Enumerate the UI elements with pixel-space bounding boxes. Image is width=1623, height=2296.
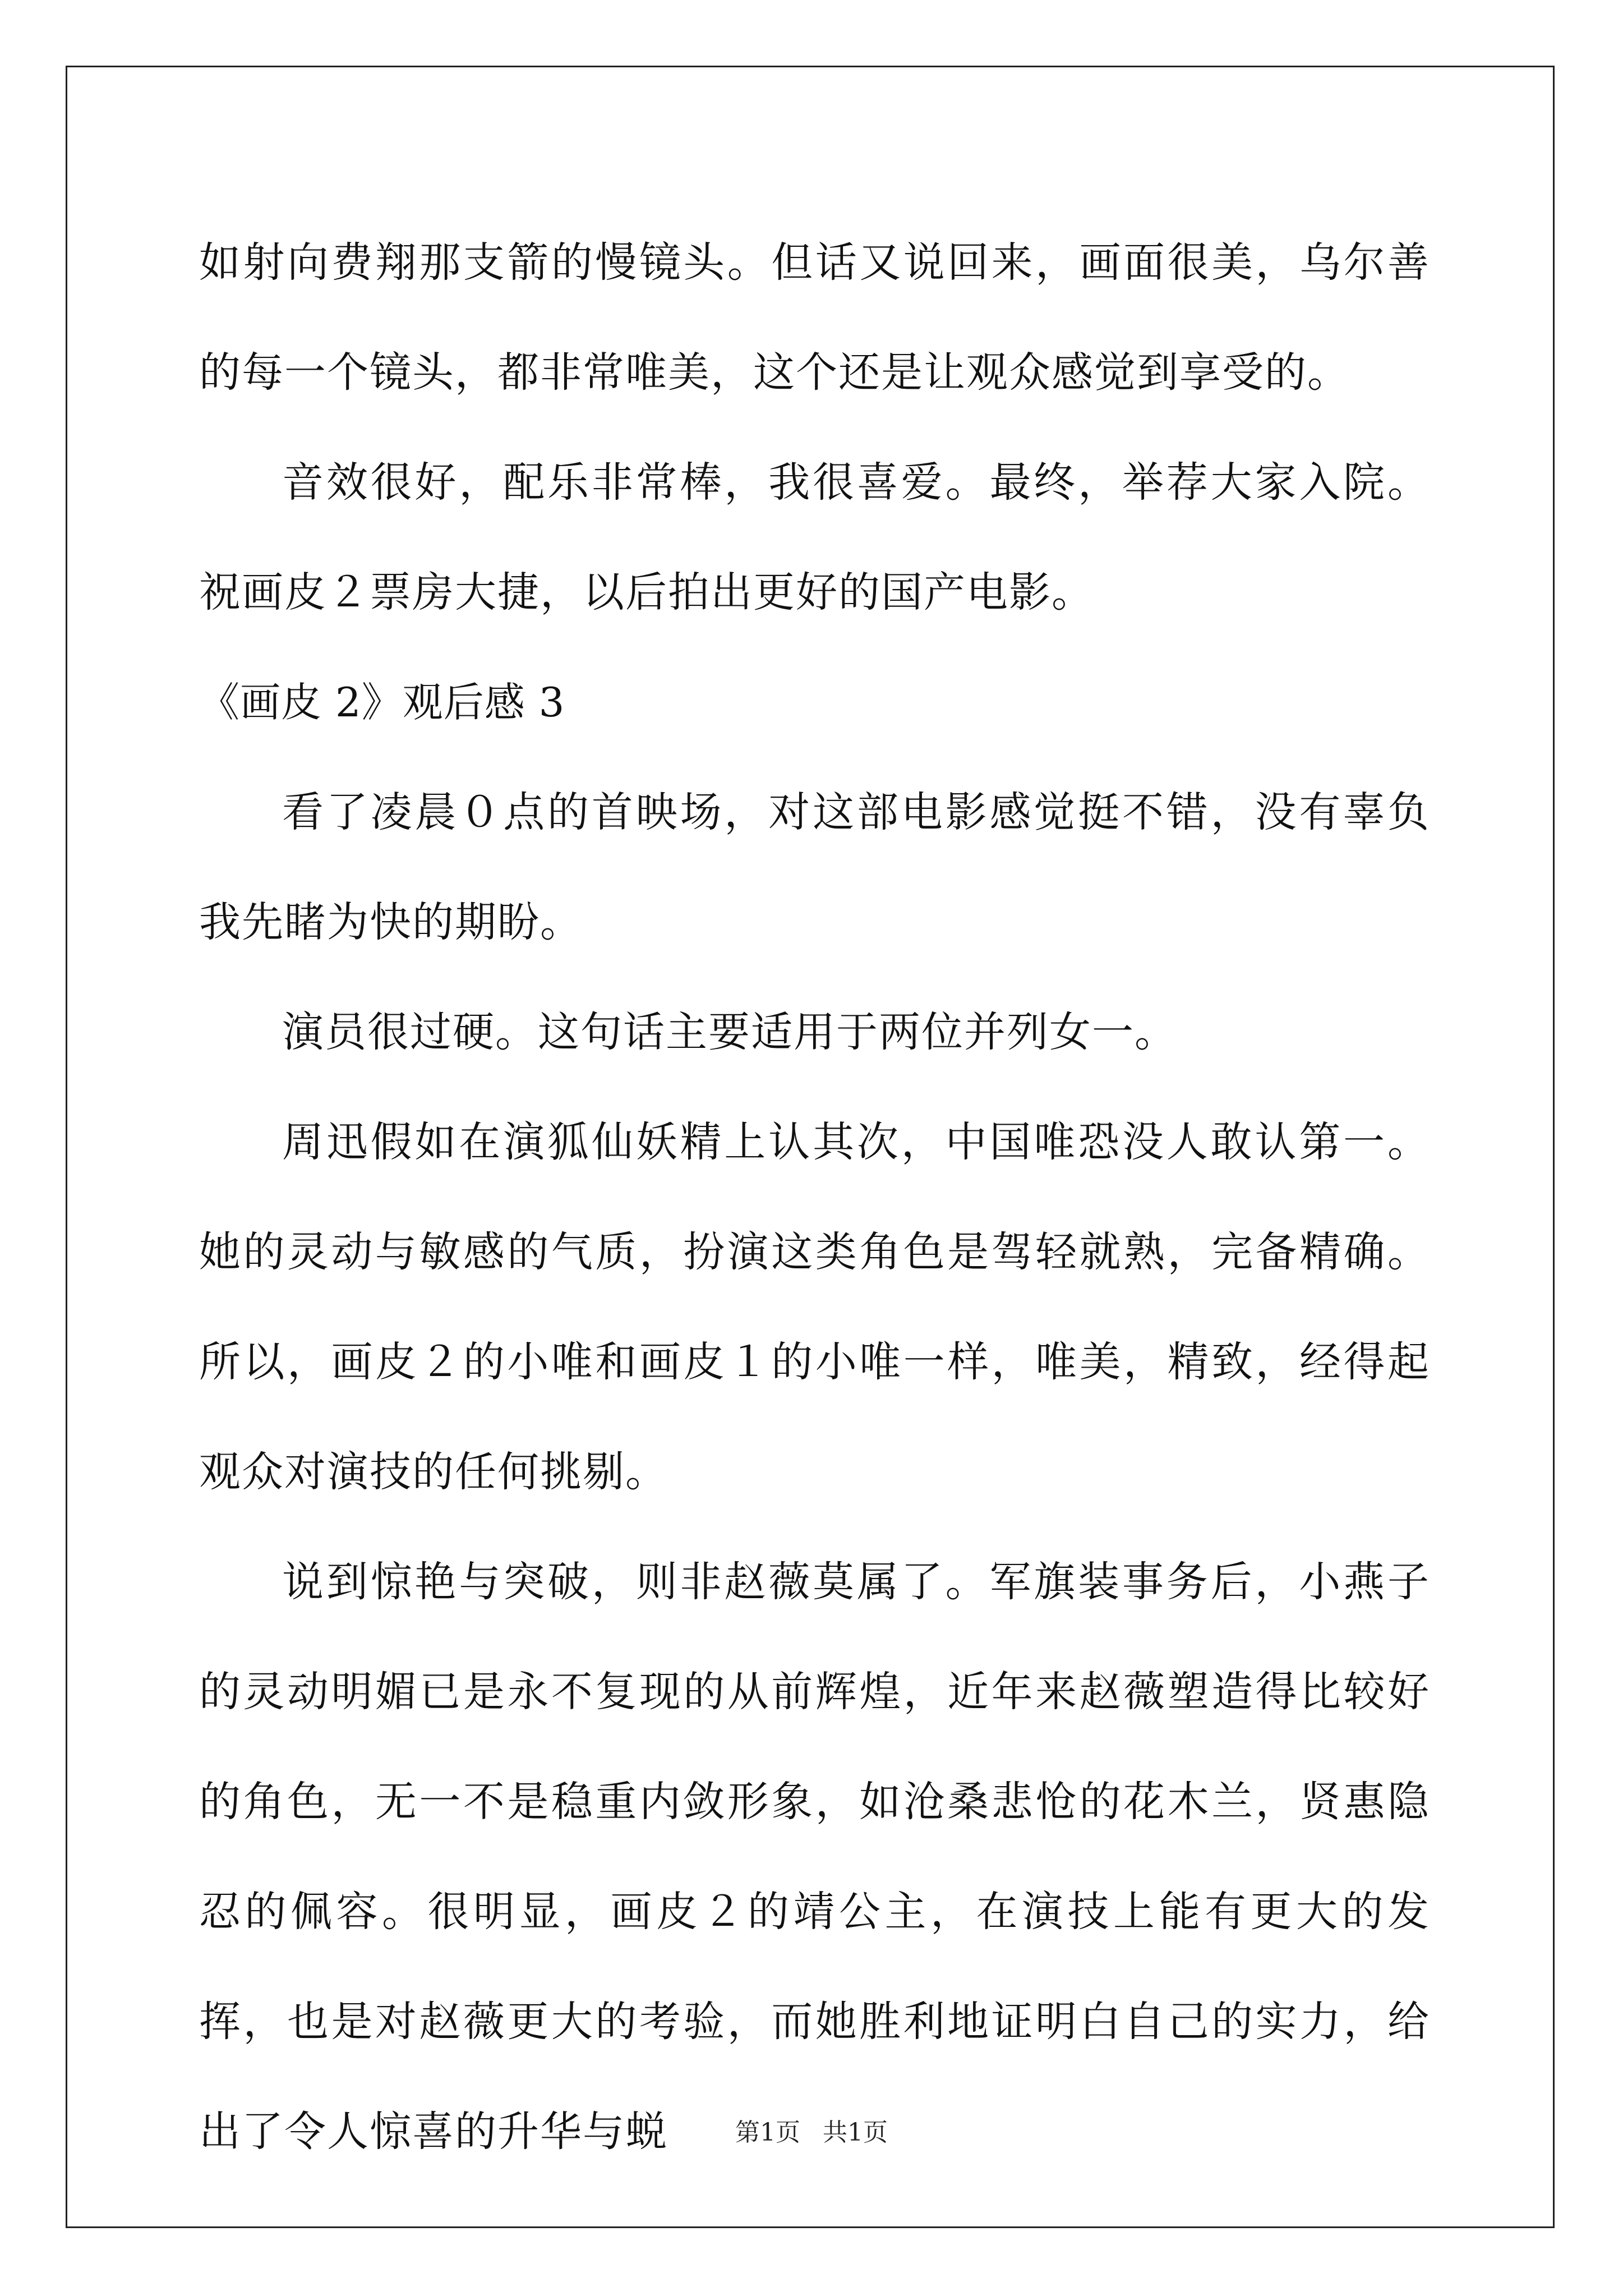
document-body bbox=[199, 208, 1430, 2187]
page-number: 第1页 bbox=[735, 2118, 800, 2147]
paragraph-4: 演员很过硬。这句话主要适用于两位并列女一。 bbox=[282, 1008, 1177, 1056]
page-total: 共1页 bbox=[823, 2118, 888, 2147]
paragraph-2: 音效很好，配乐非常棒，我很喜爱。最终，举荐大家入院。祝画皮２票房大捷，以后拍出更好的国产电影。 bbox=[199, 458, 1430, 616]
paragraph-1: 如射向费翔那支箭的慢镜头。但话又说回来，画面很美，乌尔善的每一个镜头，都非常唯美，这个还是让观众感觉到享受的。 bbox=[199, 238, 1430, 397]
paragraph-5: 周迅假如在演狐仙妖精上认其次，中国唯恐没人敢认第一。她的灵动与敏感的气质，扮演这类角色是驾轻就熟，完备精确。所以，画皮２的小唯和画皮１的小唯一样，唯美，精致，经得起观众对演技的任何挑剔。 bbox=[199, 1118, 1430, 1496]
page-footer bbox=[0, 2112, 1623, 2148]
paragraph-6: 说到惊艳与突破，则非赵薇莫属了。军旗装事务后，小燕子的灵动明媚已是永不复现的从前辉煌，近年来赵薇塑造得比较好的角色，无一不是稳重内敛形象，如沧桑悲怆的花木兰，贤惠隐忍的佩容。很明显，画皮２的靖公主，在演技上能有更大的发挥，也是对赵薇更大的考验，而她胜利地证明白自己的实力，给出了令人惊喜的升华与蜕 bbox=[199, 1558, 1430, 2156]
paragraph-3: 看了凌晨０点的首映场，对这部电影感觉挺不错，没有辜负我先睹为快的期盼。 bbox=[199, 788, 1430, 946]
section-heading: 《画皮 2》观后感 3 bbox=[199, 679, 565, 726]
